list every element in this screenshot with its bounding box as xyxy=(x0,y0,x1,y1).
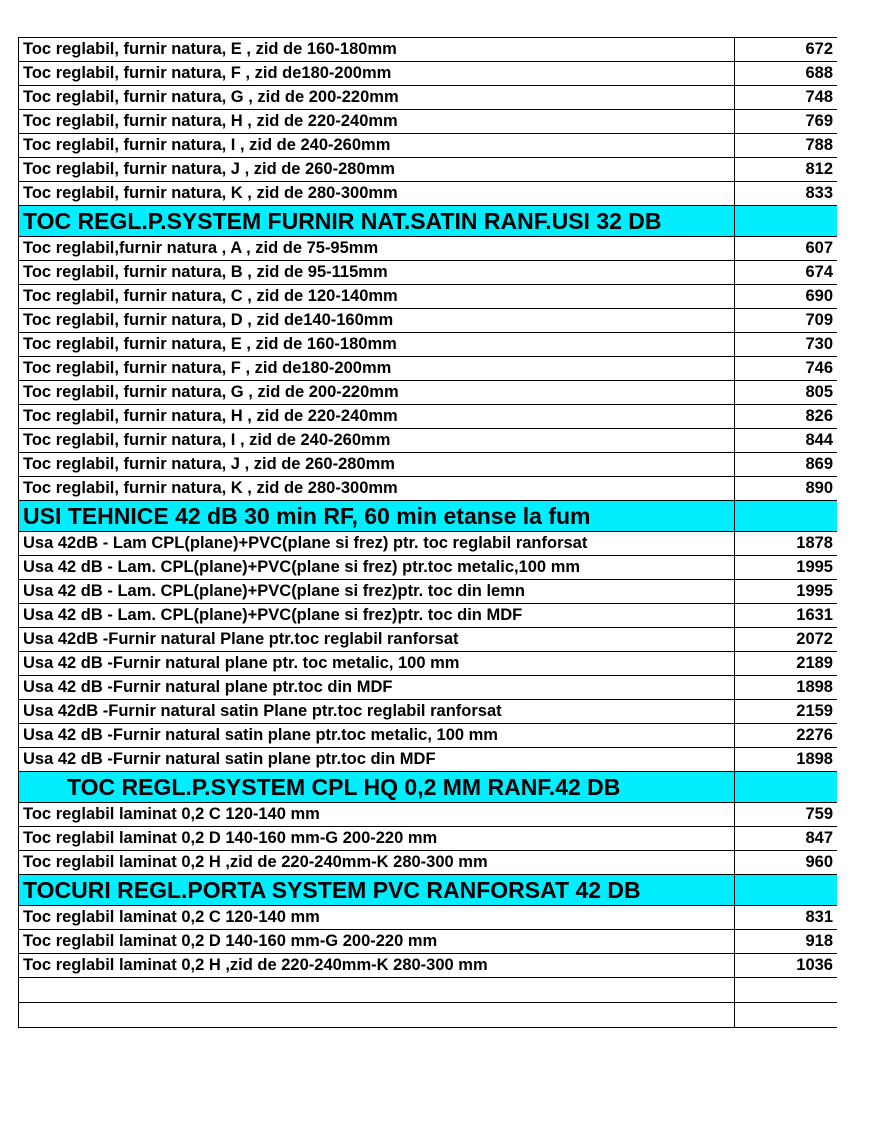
item-price: 607 xyxy=(805,239,833,257)
table-row xyxy=(19,954,837,978)
item-price xyxy=(735,978,837,1002)
item-price: 730 xyxy=(805,335,833,353)
table-row xyxy=(19,930,837,954)
table-row xyxy=(19,158,837,182)
table-row xyxy=(19,652,837,676)
item-price: 1995 xyxy=(796,582,833,600)
item-description: Toc reglabil, furnir natura, B , zid de 95-115mm xyxy=(19,261,735,284)
item-description: Toc reglabil laminat 0,2 H ,zid de 220-240mm-K 280-300 mm xyxy=(19,954,735,977)
table-row xyxy=(19,237,837,261)
table-row xyxy=(19,309,837,333)
table-row xyxy=(19,532,837,556)
table-row xyxy=(19,580,837,604)
item-description: Usa 42 dB - Lam. CPL(plane)+PVC(plane si frez)ptr. toc din MDF xyxy=(19,604,735,627)
table-row xyxy=(19,748,837,772)
empty-row xyxy=(19,1003,837,1028)
table-row xyxy=(19,676,837,700)
item-price: 1036 xyxy=(796,956,833,974)
item-price: 960 xyxy=(805,853,833,871)
item-description: Toc reglabil, furnir natura, F , zid de180-200mm xyxy=(19,62,735,85)
item-price: 918 xyxy=(805,932,833,950)
table-row xyxy=(19,110,837,134)
item-price: 831 xyxy=(805,908,833,926)
item-price: 1995 xyxy=(796,558,833,576)
item-price: 812 xyxy=(805,160,833,178)
item-description: Usa 42 dB -Furnir natural satin plane ptr.toc metalic, 100 mm xyxy=(19,724,735,747)
table-row xyxy=(19,285,837,309)
item-price: 890 xyxy=(805,479,833,497)
item-description: Usa 42dB -Furnir natural Plane ptr.toc reglabil ranforsat xyxy=(19,628,735,651)
item-price: 805 xyxy=(805,383,833,401)
section-title: TOCURI REGL.PORTA SYSTEM PVC RANFORSAT 42 DB xyxy=(19,875,735,905)
item-description: Toc reglabil, furnir natura, J , zid de 260-280mm xyxy=(19,158,735,181)
item-price xyxy=(735,1003,837,1027)
item-description: Toc reglabil,furnir natura , A , zid de 75-95mm xyxy=(19,237,735,260)
table-row xyxy=(19,261,837,285)
table-row xyxy=(19,700,837,724)
item-price: 746 xyxy=(805,359,833,377)
item-description: Usa 42 dB - Lam. CPL(plane)+PVC(plane si frez) ptr.toc metalic,100 mm xyxy=(19,556,735,579)
item-price: 1631 xyxy=(796,606,833,624)
item-description: Toc reglabil, furnir natura, I , zid de 240-260mm xyxy=(19,134,735,157)
item-description: Toc reglabil, furnir natura, H , zid de 220-240mm xyxy=(19,405,735,428)
table-row xyxy=(19,182,837,206)
item-description: Toc reglabil, furnir natura, C , zid de 120-140mm xyxy=(19,285,735,308)
item-price: 1898 xyxy=(796,678,833,696)
table-row xyxy=(19,453,837,477)
section-title: TOC REGL.P.SYSTEM FURNIR NAT.SATIN RANF.USI 32 DB xyxy=(19,206,735,236)
item-price xyxy=(735,772,837,802)
item-description: Usa 42dB - Lam CPL(plane)+PVC(plane si frez) ptr. toc reglabil ranforsat xyxy=(19,532,735,555)
item-price: 1878 xyxy=(796,534,833,552)
item-description: Toc reglabil, furnir natura, G , zid de 200-220mm xyxy=(19,86,735,109)
table-row xyxy=(19,827,837,851)
item-price: 2189 xyxy=(796,654,833,672)
table-row xyxy=(19,556,837,580)
table-row xyxy=(19,604,837,628)
item-description: Toc reglabil laminat 0,2 H ,zid de 220-240mm-K 280-300 mm xyxy=(19,851,735,874)
table-row xyxy=(19,803,837,827)
table-row xyxy=(19,851,837,875)
item-description: Usa 42 dB -Furnir natural plane ptr.toc din MDF xyxy=(19,676,735,699)
table-row xyxy=(19,477,837,501)
item-price: 2159 xyxy=(796,702,833,720)
item-description: Usa 42 dB -Furnir natural plane ptr. toc metalic, 100 mm xyxy=(19,652,735,675)
item-description: Usa 42 dB -Furnir natural satin plane ptr.toc din MDF xyxy=(19,748,735,771)
item-price: 709 xyxy=(805,311,833,329)
item-description: Toc reglabil, furnir natura, J , zid de 260-280mm xyxy=(19,453,735,476)
item-description: Toc reglabil laminat 0,2 D 140-160 mm-G 200-220 mm xyxy=(19,827,735,850)
section-header-row xyxy=(19,206,837,237)
item-price: 690 xyxy=(805,287,833,305)
section-header-row xyxy=(19,875,837,906)
item-description: Toc reglabil, furnir natura, G , zid de 200-220mm xyxy=(19,381,735,404)
table-row xyxy=(19,357,837,381)
item-description: Toc reglabil, furnir natura, E , zid de 160-180mm xyxy=(19,38,735,61)
item-price: 759 xyxy=(805,805,833,823)
section-header-row xyxy=(19,501,837,532)
item-price: 769 xyxy=(805,112,833,130)
item-price xyxy=(735,206,837,236)
table-row xyxy=(19,134,837,158)
table-row xyxy=(19,906,837,930)
item-description xyxy=(19,978,735,1002)
table-row xyxy=(19,86,837,110)
item-description: Toc reglabil, furnir natura, K , zid de 280-300mm xyxy=(19,182,735,205)
item-price: 688 xyxy=(805,64,833,82)
item-price: 672 xyxy=(805,40,833,58)
item-description: Toc reglabil, furnir natura, I , zid de 240-260mm xyxy=(19,429,735,452)
table-row xyxy=(19,333,837,357)
item-description xyxy=(19,1003,735,1027)
section-title: TOC REGL.P.SYSTEM CPL HQ 0,2 MM RANF.42 DB xyxy=(19,772,735,802)
price-list-table xyxy=(18,37,837,1028)
item-description: Toc reglabil laminat 0,2 C 120-140 mm xyxy=(19,803,735,826)
item-price: 674 xyxy=(805,263,833,281)
item-price: 1898 xyxy=(796,750,833,768)
item-price xyxy=(735,875,837,905)
item-price: 788 xyxy=(805,136,833,154)
table-row xyxy=(19,429,837,453)
table-row xyxy=(19,405,837,429)
item-description: Toc reglabil, furnir natura, H , zid de 220-240mm xyxy=(19,110,735,133)
item-description: Usa 42dB -Furnir natural satin Plane ptr.toc reglabil ranforsat xyxy=(19,700,735,723)
item-price xyxy=(735,501,837,531)
item-price: 748 xyxy=(805,88,833,106)
item-price: 826 xyxy=(805,407,833,425)
section-header-row xyxy=(19,772,837,803)
item-description: Usa 42 dB - Lam. CPL(plane)+PVC(plane si frez)ptr. toc din lemn xyxy=(19,580,735,603)
table-row xyxy=(19,724,837,748)
item-description: Toc reglabil, furnir natura, F , zid de180-200mm xyxy=(19,357,735,380)
item-price: 2072 xyxy=(796,630,833,648)
empty-row xyxy=(19,978,837,1003)
item-price: 844 xyxy=(805,431,833,449)
item-price: 2276 xyxy=(796,726,833,744)
item-description: Toc reglabil laminat 0,2 D 140-160 mm-G 200-220 mm xyxy=(19,930,735,953)
item-description: Toc reglabil, furnir natura, E , zid de 160-180mm xyxy=(19,333,735,356)
item-price: 847 xyxy=(805,829,833,847)
item-description: Toc reglabil laminat 0,2 C 120-140 mm xyxy=(19,906,735,929)
section-title: USI TEHNICE 42 dB 30 min RF, 60 min etanse la fum xyxy=(19,501,735,531)
table-row xyxy=(19,38,837,62)
item-price: 869 xyxy=(805,455,833,473)
item-description: Toc reglabil, furnir natura, K , zid de 280-300mm xyxy=(19,477,735,500)
table-row xyxy=(19,628,837,652)
table-row xyxy=(19,62,837,86)
item-price: 833 xyxy=(805,184,833,202)
table-row xyxy=(19,381,837,405)
item-description: Toc reglabil, furnir natura, D , zid de140-160mm xyxy=(19,309,735,332)
